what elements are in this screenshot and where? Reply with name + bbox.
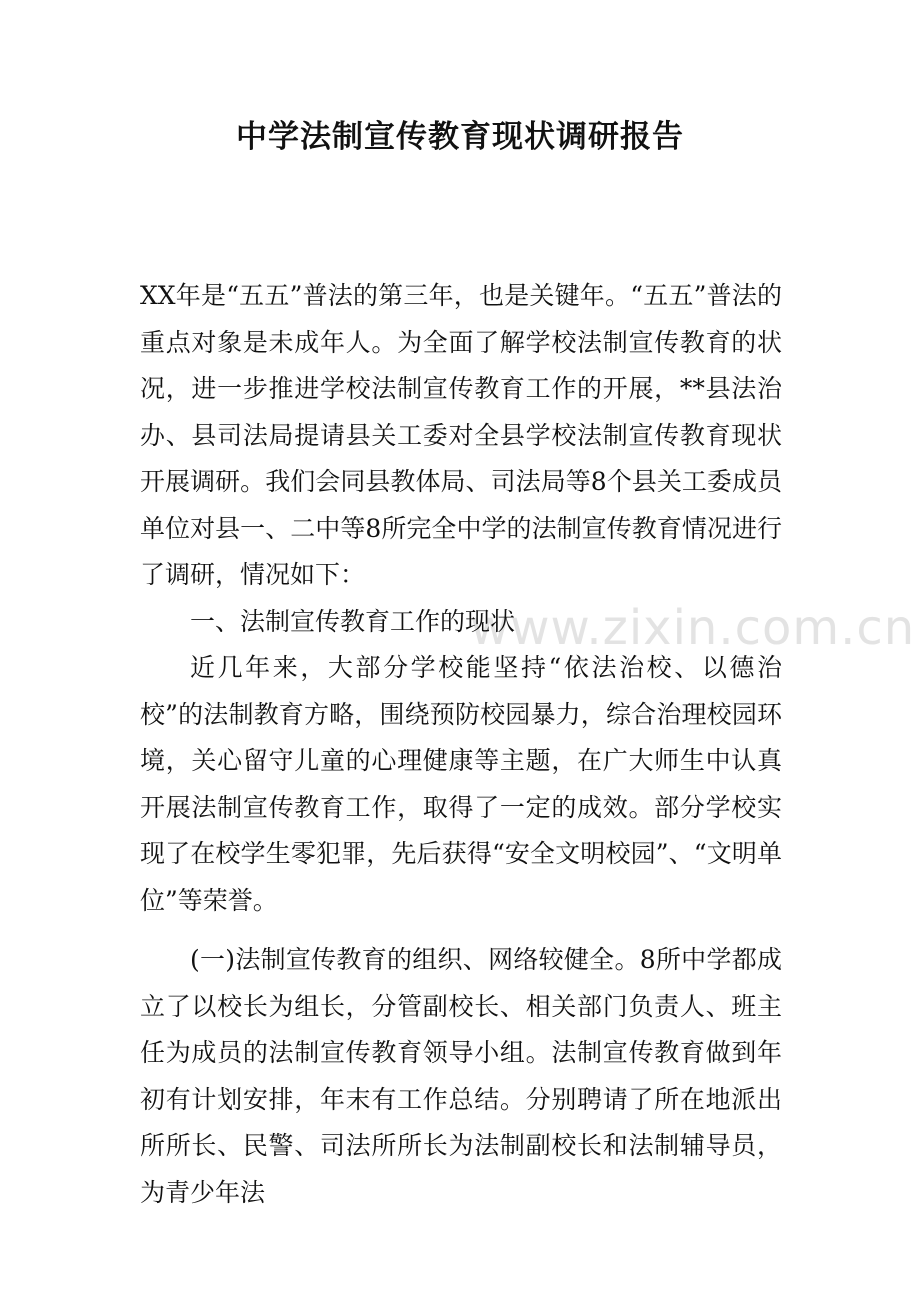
- paragraph-intro: XX年是“五五”普法的第三年，也是关键年。“五五”普法的重点对象是未成年人。为全面了解学校法制宣传教育的状况，进一步推进学校法制宣传教育工作的开展，**县法治办、县司法局提请县关工委对全县学校法制宣传教育现状开展调研。我们会同县教体局、司法局等8个县关工委成员单位对县一、二中等8所完全中学的法制宣传教育情况进行了调研，情况如下：: [140, 281, 782, 589]
- section-heading: 一、法制宣传教育工作的现状: [190, 606, 516, 636]
- document-title: 中学法制宣传教育现状调研报告: [236, 119, 684, 155]
- document-body: [140, 273, 782, 1216]
- paragraph-status: 近几年来，大部分学校能坚持“依法治校、以德治校”的法制教育方略，围绕预防校园暴力，综合治理校园环境，关心留守儿童的心理健康等主题，在广大师生中认真开展法制宣传教育工作，取得了一定的成效。部分学校实现了在校学生零犯罪，先后获得“安全文明校园”、“文明单位”等荣誉。: [140, 653, 782, 915]
- paragraph-organization: (一)法制宣传教育的组织、网络较健全。8所中学都成立了以校长为组长，分管副校长、相关部门负责人、班主任为成员的法制宣传教育领导小组。法制宣传教育做到年初有计划安排，年末有工作总结。分别聘请了所在地派出所所长、民警、司法所所长为法制副校长和法制辅导员，为青少年法: [140, 945, 782, 1207]
- watermark: www.zixin.com.cn: [470, 600, 916, 656]
